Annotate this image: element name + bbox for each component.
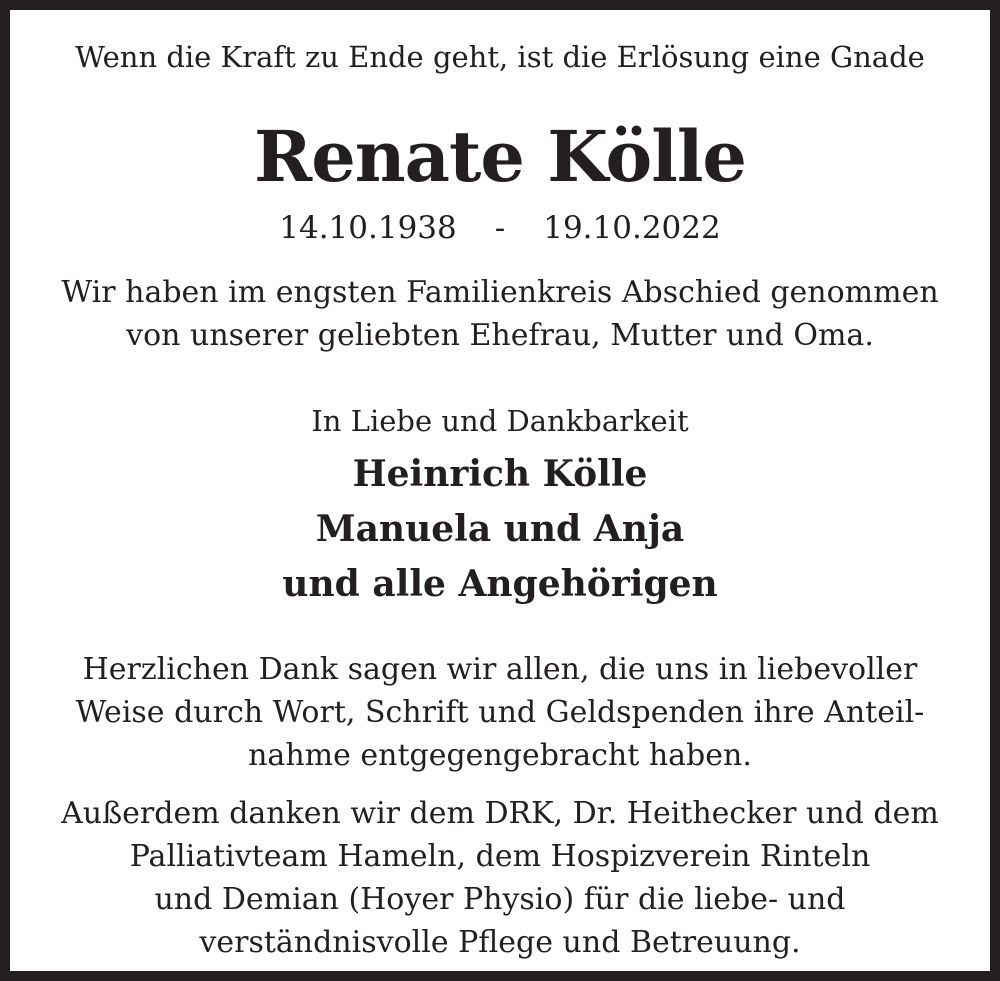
signatory: Manuela und Anja bbox=[315, 508, 685, 550]
farewell-line: von unserer geliebten Ehefrau, Mutter und Oma. bbox=[126, 318, 874, 353]
motto-line: Wenn die Kraft zu Ende geht, ist die Erlösung eine Gnade bbox=[75, 40, 925, 74]
birth-date: 14.10.1938 bbox=[279, 210, 457, 246]
death-date: 19.10.2022 bbox=[543, 210, 721, 246]
additional-thanks-line: Außerdem danken wir dem DRK, Dr. Heithecker und dem bbox=[61, 796, 939, 831]
closing-phrase: In Liebe und Dankbarkeit bbox=[311, 404, 689, 438]
thanks-line: Weise durch Wort, Schrift und Geldspenden ihre Anteil- bbox=[75, 695, 925, 730]
signatory: Heinrich Kölle bbox=[352, 453, 648, 495]
additional-thanks-line: verständnisvolle Pflege und Betreuung. bbox=[199, 925, 801, 960]
additional-thanks-line: und Demian (Hoyer Physio) für die liebe- und bbox=[154, 882, 846, 917]
thanks-line: nahme entgegengebracht haben. bbox=[248, 738, 752, 773]
thanks-line: Herzlichen Dank sagen wir allen, die uns in liebevoller bbox=[82, 652, 918, 687]
date-separator: - bbox=[494, 210, 506, 246]
farewell-line: Wir haben im engsten Familienkreis Abschied genommen bbox=[61, 275, 939, 310]
additional-thanks-line: Palliativteam Hameln, dem Hospizverein Rinteln bbox=[129, 839, 871, 874]
life-dates bbox=[24, 210, 976, 246]
signatory: und alle Angehörigen bbox=[282, 563, 718, 605]
deceased-name: Renate Kölle bbox=[254, 115, 746, 198]
